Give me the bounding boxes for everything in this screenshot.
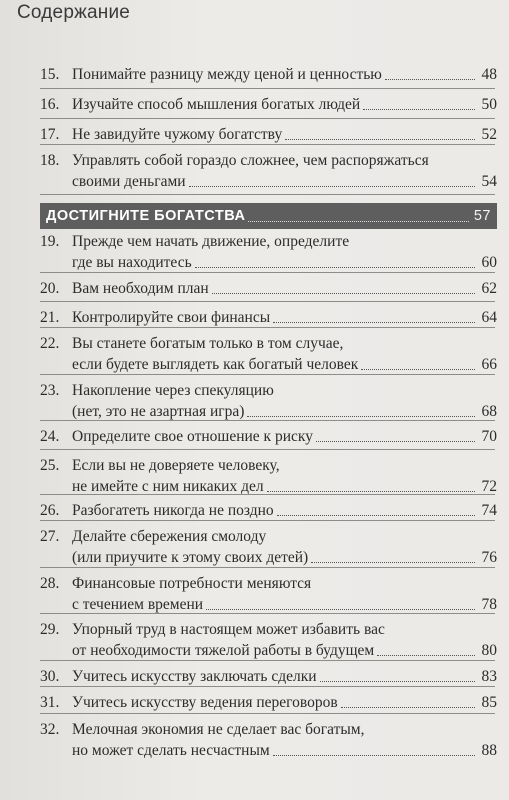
toc-separator (40, 272, 495, 273)
toc-entry-title: Понимайте разницу между ценой и ценностью (72, 66, 382, 83)
toc-entry-number: 31. (40, 694, 60, 711)
toc-leader-dots (341, 707, 475, 708)
toc-leader-dots (385, 79, 475, 80)
toc-separator (40, 567, 495, 568)
toc-entry-line (40, 719, 497, 740)
toc-separator (40, 118, 495, 119)
toc-entry-number: 18. (40, 152, 60, 169)
toc-entry-title: (нет, это не азартная игра) (72, 403, 245, 420)
toc-entry-number: 15. (40, 66, 60, 83)
toc-entry-line (40, 666, 497, 687)
toc-entry-number: 25. (40, 457, 60, 474)
page-header-title: Содержание (17, 2, 131, 23)
toc-separator (40, 520, 495, 521)
toc-entry[interactable] (40, 500, 497, 521)
toc-entry-page-number: 50 (481, 96, 497, 113)
toc-entry[interactable] (40, 619, 497, 661)
toc-entry-title: не имейте с ним никаких дел (72, 478, 264, 495)
toc-entry-title: Учитесь искусству ведения переговоров (72, 694, 338, 711)
section-title: ДОСТИГНИТЕ БОГАТСТВА (46, 208, 246, 224)
toc-leader-dots (267, 491, 475, 492)
toc-entry-line (40, 64, 497, 85)
toc-entry[interactable] (40, 333, 497, 375)
toc-entry-page-number: 62 (481, 280, 497, 297)
toc-entry-title: где вы находитесь (72, 254, 192, 271)
toc-entry-line (40, 231, 497, 252)
toc-entry-title: если будете выглядеть как богатый человек (72, 356, 359, 373)
toc-entry-title: Мелочная экономия не сделает вас богатым, (72, 721, 365, 738)
toc-entry-title: своими деньгами (72, 173, 186, 190)
toc-leader-dots (189, 186, 475, 187)
toc-entry-title: Разбогатеть никогда не поздно (72, 502, 274, 519)
toc-leader-dots (363, 109, 475, 110)
toc-leader-dots (206, 609, 475, 610)
toc-separator (40, 660, 495, 661)
section-page-number: 57 (473, 208, 491, 224)
toc-entry-number: 16. (40, 96, 60, 113)
toc-leader-dots (377, 655, 475, 656)
toc-entry-page-number: 83 (481, 668, 497, 685)
toc-entry-title: но может сделать несчастным (72, 742, 270, 759)
toc-entry[interactable] (40, 455, 497, 497)
toc-entry-title: Делайте сбережения смолоду (72, 528, 267, 545)
toc-entry-page-number: 54 (481, 173, 497, 190)
toc-entry-line (40, 307, 497, 328)
toc-entry-line (40, 333, 497, 354)
toc-entry-line (40, 619, 497, 640)
toc-entry-number: 17. (40, 126, 60, 143)
toc-entry-page-number: 76 (481, 549, 497, 566)
toc-entry[interactable] (40, 526, 497, 568)
toc-entry-number: 23. (40, 382, 60, 399)
toc-entry-title: Контролируйте свои финансы (72, 309, 271, 326)
toc-entry-line (40, 640, 497, 661)
toc-entry-title: Не завидуйте чужому богатству (72, 126, 283, 143)
toc-leader-dots (273, 755, 475, 756)
toc-entry-title: (или приучите к этому своих детей) (72, 549, 309, 566)
toc-separator (40, 144, 495, 145)
toc-entry-page-number: 78 (481, 596, 497, 613)
toc-separator (40, 420, 495, 421)
toc-entry-title: Упорный труд в настоящем может избавить вас (72, 621, 385, 638)
toc-entry-page-number: 85 (481, 694, 497, 711)
toc-entry-number: 29. (40, 621, 60, 638)
toc-entry-title: с течением времени (72, 596, 204, 613)
toc-entry-line (40, 547, 497, 568)
toc-entry[interactable] (40, 150, 497, 192)
toc-entry-title: Прежде чем начать движение, определите (72, 233, 350, 250)
toc-leader-dots (320, 681, 475, 682)
toc-entry-line (40, 252, 497, 273)
toc-entry[interactable] (40, 307, 497, 328)
toc-leader-dots (273, 322, 475, 323)
toc-entry-page-number: 88 (481, 742, 497, 759)
toc-separator (40, 494, 495, 495)
toc-entry-number: 20. (40, 280, 60, 297)
toc-entry-number: 22. (40, 335, 60, 352)
toc-entry-line (40, 740, 497, 761)
toc-entry-line (40, 526, 497, 547)
toc-entry[interactable] (40, 573, 497, 615)
toc-entry[interactable] (40, 94, 497, 115)
toc-entry-page-number: 52 (481, 126, 497, 143)
toc-entry-line (40, 455, 497, 476)
toc-separator (40, 374, 495, 375)
section-leader-dots (248, 221, 469, 222)
toc-entry-line (40, 594, 497, 615)
toc-separator (40, 686, 495, 687)
toc-entry-number: 28. (40, 575, 60, 592)
toc-entry-title: Управлять собой гораздо сложнее, чем распоряжаться (72, 152, 429, 169)
toc-entry-line (40, 401, 497, 422)
toc-entry-number: 27. (40, 528, 60, 545)
toc-entry-title: Определите свое отношение к риску (72, 428, 313, 445)
toc-entry-line (40, 94, 497, 115)
toc-separator (40, 713, 495, 714)
toc-entry[interactable] (40, 64, 497, 85)
toc-entry-page-number: 74 (481, 502, 497, 519)
toc-entry[interactable] (40, 231, 497, 273)
toc-separator (40, 301, 495, 302)
toc-entry-page-number: 72 (481, 478, 497, 495)
toc-entry[interactable] (40, 380, 497, 422)
toc-separator (40, 449, 495, 450)
toc-entry-line (40, 573, 497, 594)
toc-leader-dots (311, 562, 475, 563)
section-heading-bar (40, 203, 497, 229)
toc-entry-page-number: 60 (481, 254, 497, 271)
toc-entry-line (40, 278, 497, 299)
toc-entry-title: Учитесь искусству заключать сделки (72, 668, 317, 685)
toc-leader-dots (316, 441, 475, 442)
toc-entry-line (40, 500, 497, 521)
toc-entry-page-number: 80 (481, 642, 497, 659)
toc-entry-title: от необходимости тяжелой работы в будущем (72, 642, 375, 659)
toc-entry-page-number: 48 (481, 66, 497, 83)
toc-entry[interactable] (40, 666, 497, 687)
toc-separator (40, 194, 495, 195)
toc-entry-page-number: 70 (481, 428, 497, 445)
toc-entry-page-number: 68 (481, 403, 497, 420)
toc-separator (40, 327, 495, 328)
toc-entry-line (40, 124, 497, 145)
toc-entry[interactable] (40, 719, 497, 761)
toc-entry-number: 21. (40, 309, 60, 326)
toc-separator (40, 613, 495, 614)
toc-separator (40, 88, 495, 89)
section-heading (40, 203, 497, 229)
toc-entry-page-number: 66 (481, 356, 497, 373)
toc-leader-dots (277, 515, 475, 516)
toc-entry-number: 24. (40, 428, 60, 445)
toc-entry[interactable] (40, 278, 497, 299)
toc-entry-number: 19. (40, 233, 60, 250)
toc-leader-dots (285, 139, 475, 140)
toc-entry-title: Вам необходим план (72, 280, 209, 297)
toc-entry-title: Если вы не доверяете человеку, (72, 457, 280, 474)
toc-leader-dots (195, 267, 475, 268)
toc-entry-line (40, 380, 497, 401)
toc-entry-number: 32. (40, 721, 60, 738)
toc-leader-dots (361, 369, 475, 370)
toc-entry-page-number: 64 (481, 309, 497, 326)
toc-entry-line (40, 354, 497, 375)
toc-entry-number: 26. (40, 502, 60, 519)
toc-entry[interactable] (40, 124, 497, 145)
toc-entry-title: Вы станете богатым только в том случае, (72, 335, 344, 352)
toc-entry-line (40, 692, 497, 713)
toc-entry-title: Накопление через спекуляцию (72, 382, 274, 399)
toc-entry-number: 30. (40, 668, 60, 685)
toc-entry-line (40, 426, 497, 447)
toc-entry-title: Финансовые потребности меняются (72, 575, 312, 592)
toc-entry-line (40, 150, 497, 171)
toc-entry-line (40, 171, 497, 192)
toc-leader-dots (247, 416, 475, 417)
toc-leader-dots (212, 293, 475, 294)
toc-entry-title: Изучайте способ мышления богатых людей (72, 96, 361, 113)
toc-entry[interactable] (40, 692, 497, 713)
toc-entry[interactable] (40, 426, 497, 447)
